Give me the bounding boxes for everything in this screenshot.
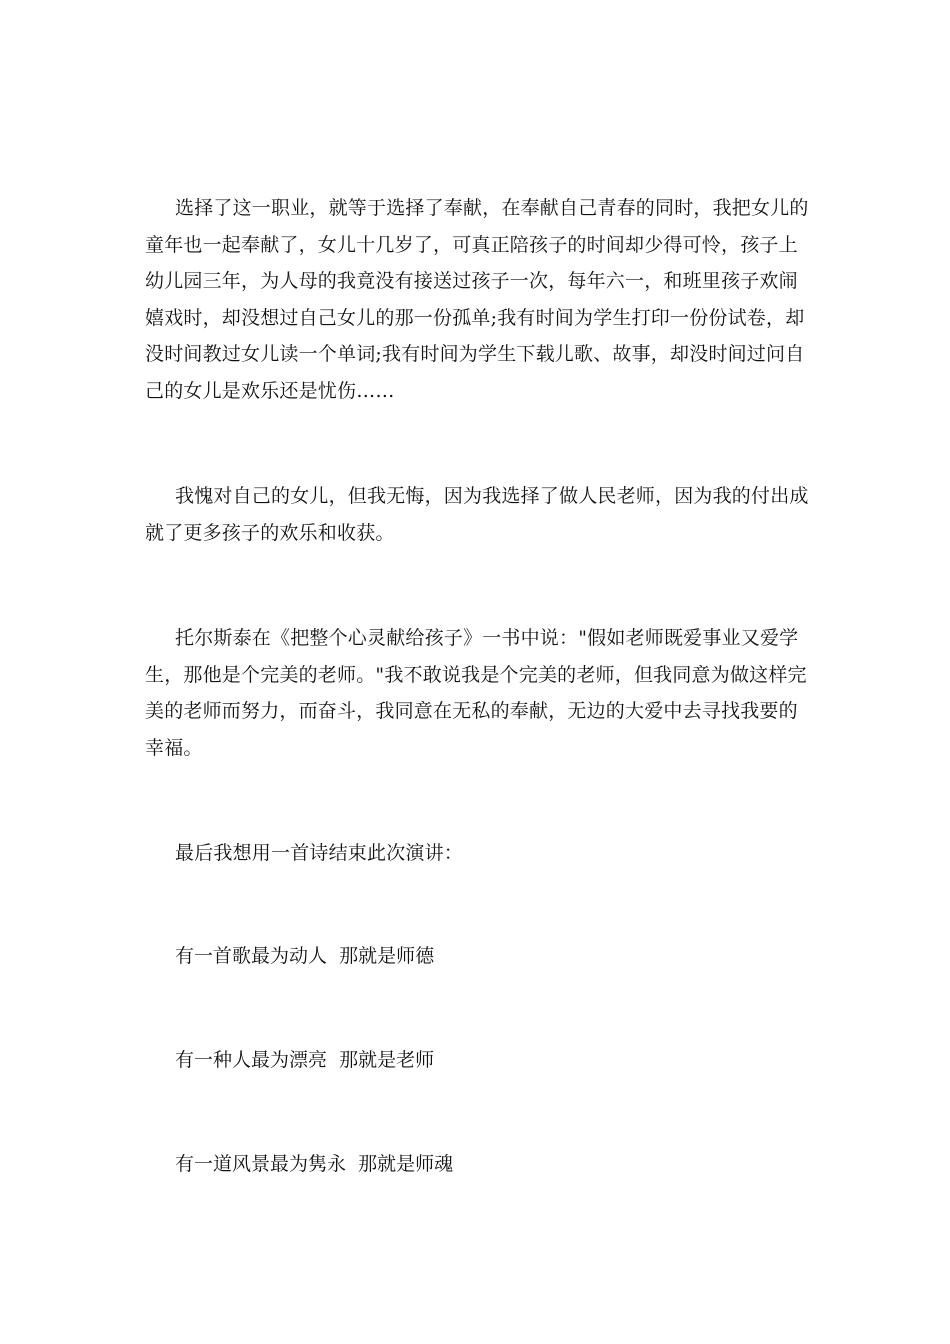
poem-line-1: 有一首歌最为动人 那就是师德 bbox=[175, 945, 435, 967]
paragraph-sacrifice: 选择了这一职业，就等于选择了奉献，在奉献自己青春的同时，我把女儿的童年也一起奉献了，女儿十几岁了，可真正陪孩子的时间却少得可怜，孩子上幼儿园三年，为人母的我竟没有接送过孩子一次，每年六一，和班里孩子欢闹嬉戏时，却没想过自己女儿的那一份孤单;我有时间为学生打印一份份试卷，却没时间教过女儿读一个单词;我有时间为学生下载儿歌、故事，却没时间过问自己的女儿是欢乐还是忧伤…… bbox=[145, 197, 809, 402]
paragraph-closing-intro: 最后我想用一首诗结束此次演讲： bbox=[175, 842, 464, 864]
poem-line-3: 有一道风景最为隽永 那就是师魂 bbox=[175, 1153, 454, 1175]
paragraph-tolstoy-quote: 托尔斯泰在《把整个心灵献给孩子》一书中说："假如老师既爱事业又爱学生，那他是个完美的老师。"我不敢说我是个完美的老师，但我同意为做这样完美的老师而努力，而奋斗，我同意在无私的奉献，无边的大爱中去寻找我要的幸福。 bbox=[145, 627, 807, 759]
poem-line-2: 有一种人最为漂亮 那就是老师 bbox=[175, 1049, 435, 1071]
paragraph-no-regret: 我愧对自己的女儿，但我无悔，因为我选择了做人民老师，因为我的付出成就了更多孩子的欢乐和收获。 bbox=[145, 485, 809, 544]
